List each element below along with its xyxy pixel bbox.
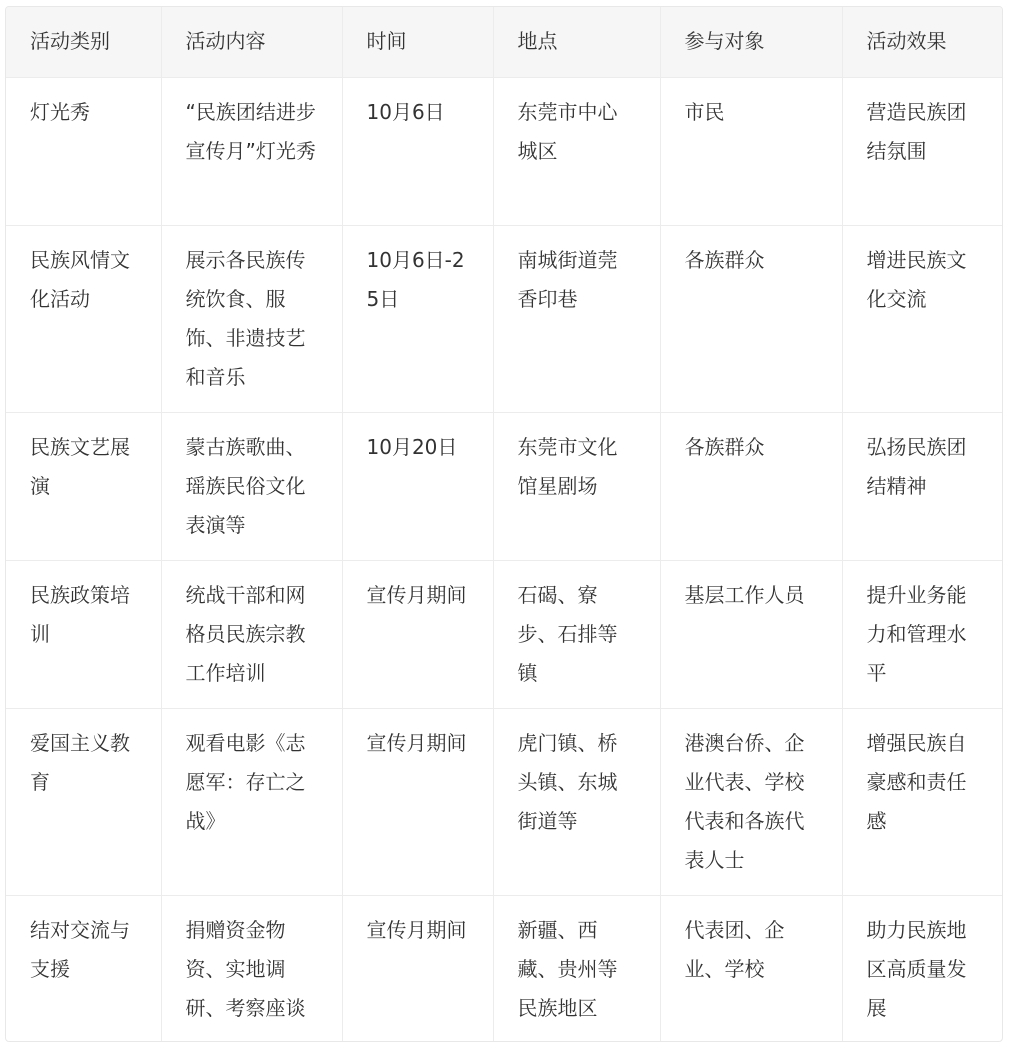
cell-location: 东莞市文化馆星剧场 <box>493 412 660 560</box>
cell-content: 观看电影《志愿军：存亡之战》 <box>161 708 342 895</box>
header-effect: 活动效果 <box>842 7 1003 77</box>
cell-effect: 提升业务能力和管理水平 <box>842 560 1003 708</box>
cell-category: 民族政策培训 <box>6 560 161 708</box>
header-time: 时间 <box>342 7 493 77</box>
cell-time: 10月6日-25日 <box>342 225 493 412</box>
cell-content: 展示各民族传统饮食、服饰、非遗技艺和音乐 <box>161 225 342 412</box>
cell-effect: 增进民族文化交流 <box>842 225 1003 412</box>
activities-table <box>6 7 1003 1042</box>
cell-location: 东莞市中心城区 <box>493 77 660 225</box>
cell-participants: 港澳台侨、企业代表、学校代表和各族代表人士 <box>660 708 842 895</box>
cell-category: 民族风情文化活动 <box>6 225 161 412</box>
cell-location: 南城街道莞香印巷 <box>493 225 660 412</box>
cell-effect: 弘扬民族团结精神 <box>842 412 1003 560</box>
table-row <box>6 225 1003 412</box>
cell-category: 结对交流与支援 <box>6 895 161 1042</box>
cell-location: 虎门镇、桥头镇、东城街道等 <box>493 708 660 895</box>
cell-category: 灯光秀 <box>6 77 161 225</box>
cell-category: 民族文艺展演 <box>6 412 161 560</box>
cell-participants: 各族群众 <box>660 412 842 560</box>
cell-time: 10月20日 <box>342 412 493 560</box>
header-category: 活动类别 <box>6 7 161 77</box>
table-row <box>6 708 1003 895</box>
cell-content: “民族团结进步宣传月”灯光秀 <box>161 77 342 225</box>
header-participants: 参与对象 <box>660 7 842 77</box>
cell-participants: 代表团、企业、学校 <box>660 895 842 1042</box>
cell-location: 石碣、寮步、石排等镇 <box>493 560 660 708</box>
cell-content: 蒙古族歌曲、瑶族民俗文化表演等 <box>161 412 342 560</box>
cell-time: 10月6日 <box>342 77 493 225</box>
header-content: 活动内容 <box>161 7 342 77</box>
cell-effect: 增强民族自豪感和责任感 <box>842 708 1003 895</box>
cell-time: 宣传月期间 <box>342 708 493 895</box>
cell-content: 捐赠资金物资、实地调研、考察座谈 <box>161 895 342 1042</box>
cell-participants: 基层工作人员 <box>660 560 842 708</box>
cell-time: 宣传月期间 <box>342 895 493 1042</box>
cell-category: 爱国主义教育 <box>6 708 161 895</box>
cell-participants: 各族群众 <box>660 225 842 412</box>
cell-participants: 市民 <box>660 77 842 225</box>
cell-effect: 营造民族团结氛围 <box>842 77 1003 225</box>
table-header-row <box>6 7 1003 77</box>
cell-content: 统战干部和网格员民族宗教工作培训 <box>161 560 342 708</box>
activities-table-container <box>5 6 1003 1042</box>
table-row <box>6 412 1003 560</box>
cell-effect: 助力民族地区高质量发展 <box>866 917 967 1020</box>
table-row <box>6 895 1003 1042</box>
table-row <box>6 560 1003 708</box>
table-row <box>6 77 1003 225</box>
cell-location: 新疆、西藏、贵州等民族地区 <box>493 895 660 1042</box>
cell-time: 宣传月期间 <box>342 560 493 708</box>
header-location: 地点 <box>493 7 660 77</box>
